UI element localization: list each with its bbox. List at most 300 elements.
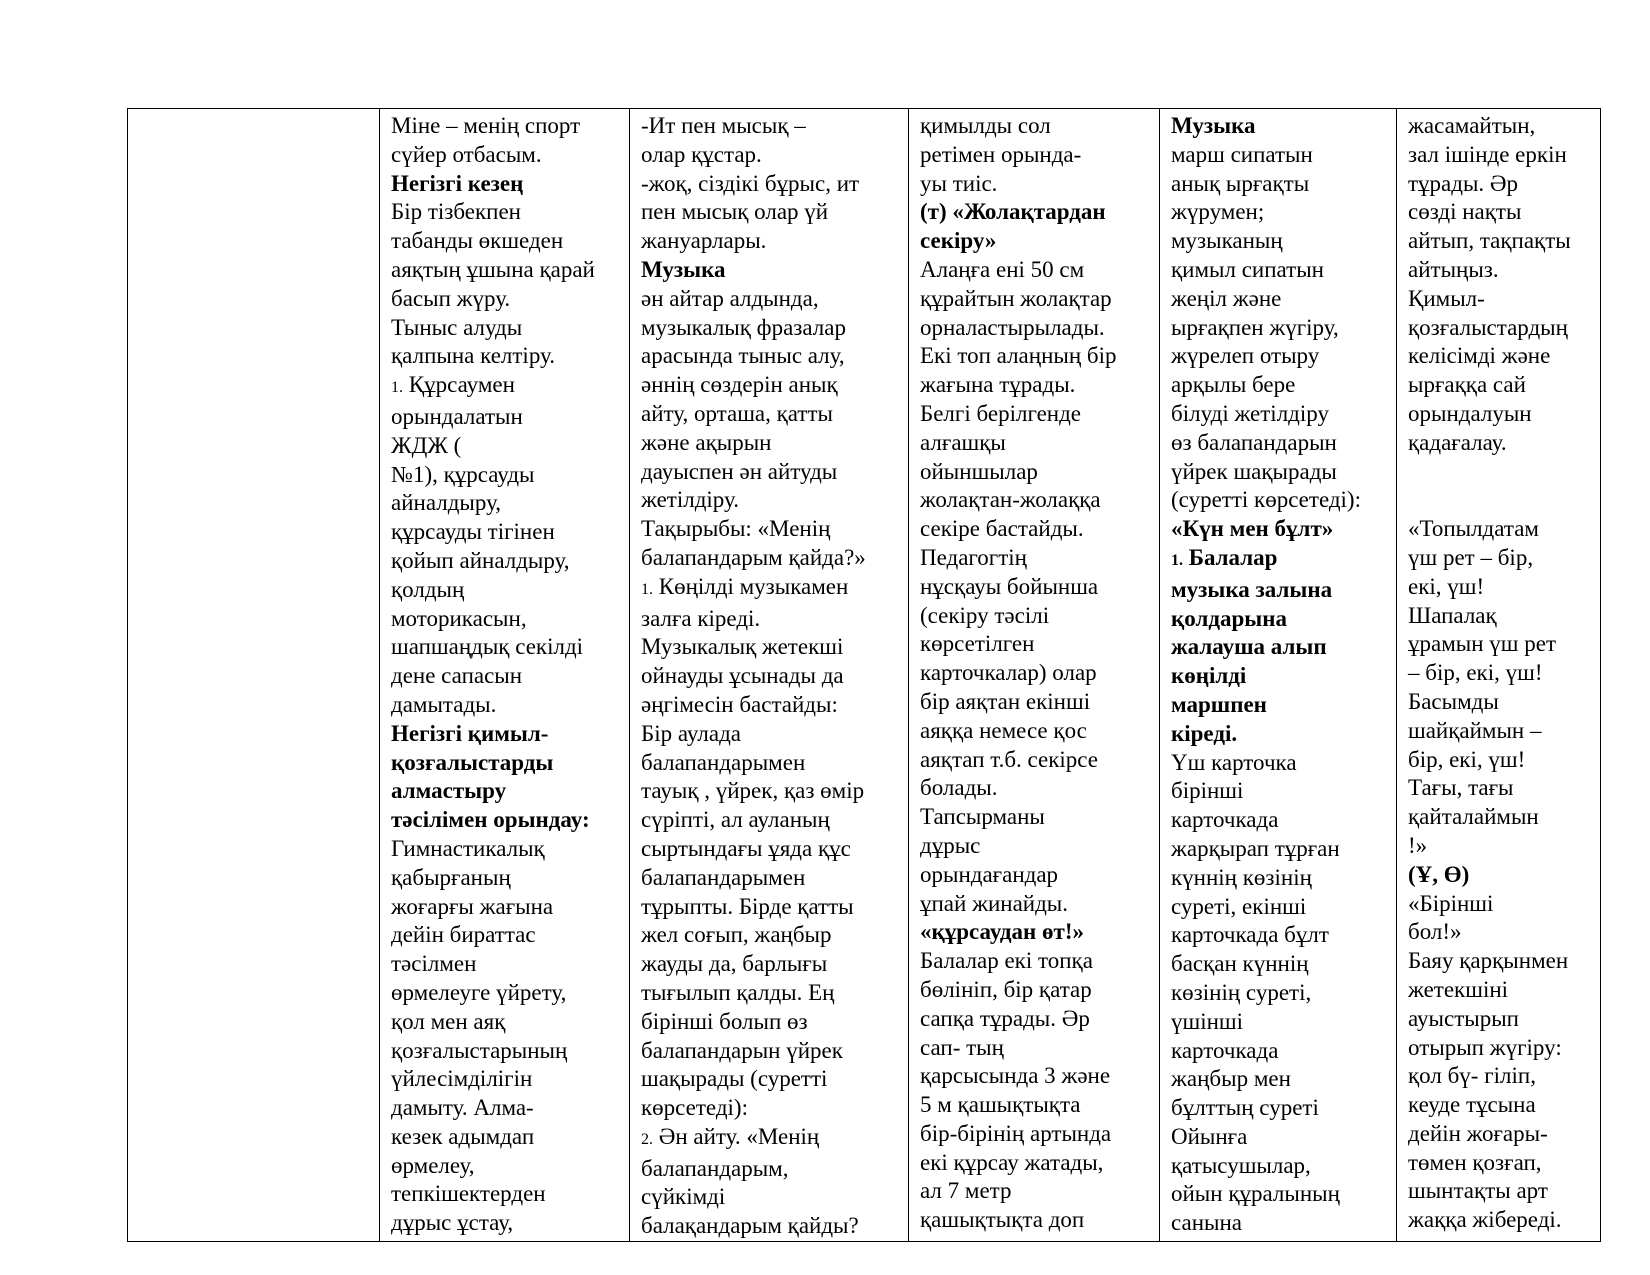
line-text: көзінің суреті, [1171, 979, 1312, 1005]
text-line [1408, 861, 1592, 890]
text-line [920, 400, 1151, 429]
text-line [1171, 777, 1388, 806]
line-text: Шапалақ [1408, 602, 1497, 628]
line-text: отырып жүгіру: [1408, 1034, 1562, 1060]
text-line [1408, 1034, 1592, 1063]
line-text: айтып, тақпақты [1408, 228, 1571, 254]
line-text: сапқа тұрады. Әр [920, 1005, 1090, 1031]
line-text: «Топылдатам [1408, 516, 1539, 542]
line-text: залға кіреді. [641, 605, 761, 631]
text-line [1408, 803, 1592, 832]
text-line [391, 227, 621, 256]
line-text: балапандарым, [641, 1155, 789, 1181]
line-text: жеңіл және [1171, 285, 1282, 311]
line-text: жүрелеп отыру [1171, 343, 1320, 369]
text-line [1171, 314, 1388, 343]
text-line [1408, 832, 1592, 861]
text-line [1408, 1062, 1592, 1091]
text-line [1171, 198, 1388, 227]
text-line [641, 633, 900, 662]
line-text: алмастыру [391, 778, 507, 804]
text-line [1171, 1094, 1388, 1123]
line-text: қозғалыстарының [391, 1037, 568, 1063]
line-text: балапандарым қайда?» [641, 544, 866, 570]
line-text: дұрыс ұстау, [391, 1210, 514, 1236]
line-text: зал ішінде еркін [1408, 141, 1567, 167]
line-text: ойыншылар [920, 458, 1038, 484]
line-text: үйрек шақырады [1171, 458, 1337, 484]
line-text: және ақырын [641, 429, 772, 455]
text-line [920, 486, 1151, 515]
line-text: (секіру тәсілі [920, 602, 1050, 628]
text-line [391, 518, 621, 547]
text-line [641, 342, 900, 371]
text-line [1171, 112, 1388, 141]
line-text: жолақтан-жолаққа [920, 487, 1101, 513]
line-text: музыка залына [1171, 576, 1333, 602]
table-cell-empty [128, 109, 380, 1242]
line-text: әңгімесін бастайды: [641, 691, 838, 717]
line-text: қарсысында 3 және [920, 1063, 1111, 1089]
line-text: Музыка [1171, 113, 1256, 138]
line-text: орындалуын [1408, 400, 1532, 426]
text-line [1408, 170, 1592, 199]
line-text: тепкішектерден [391, 1181, 546, 1207]
text-line [1171, 921, 1388, 950]
line-text: кезек адымдап [391, 1123, 535, 1149]
line-text: жоғарғы жағына [391, 893, 554, 919]
line-text: карточкада [1171, 807, 1279, 833]
line-text: карточкада бұлт [1171, 922, 1329, 948]
text-line [641, 112, 900, 141]
text-line [1171, 1123, 1388, 1152]
table-cell-music-chicks [630, 109, 909, 1242]
text-line [1408, 947, 1592, 976]
text-line [1408, 342, 1592, 371]
line-text: ауыстырып [1408, 1005, 1519, 1031]
line-text: жағына тұрады. [920, 372, 1076, 398]
text-line [391, 432, 621, 461]
text-line [1171, 979, 1388, 1008]
line-text: сүйкімді [641, 1184, 726, 1210]
line-text: бір аяқтан екінші [920, 688, 1091, 714]
line-text: бұлттың суреті [1171, 1095, 1319, 1121]
line-text: Тағы, тағы [1408, 775, 1514, 801]
line-text: өрмелеу, [391, 1152, 475, 1178]
text-line [1408, 458, 1592, 487]
text-line [920, 832, 1151, 861]
text-line [391, 547, 621, 576]
text-line [1408, 227, 1592, 256]
line-text: қолдың [391, 576, 465, 602]
line-text: сүйер отбасым. [391, 141, 542, 167]
text-line [641, 1065, 900, 1094]
text-line [391, 979, 621, 1008]
line-text: құрсауды тігінен [391, 519, 555, 545]
text-line [920, 630, 1151, 659]
line-text: музыканың [1171, 228, 1283, 254]
line-text: Музыка [641, 256, 726, 282]
text-line [641, 950, 900, 979]
line-text: Тақырыбы: «Менің [641, 516, 831, 542]
text-line [391, 691, 621, 720]
line-text: жаққа жібереді. [1408, 1207, 1562, 1233]
text-line [1171, 1008, 1388, 1037]
line-text: ұрамын үш рет [1408, 631, 1556, 657]
line-text: айту, орташа, қатты [641, 400, 833, 426]
table-row [128, 109, 1601, 1242]
line-text: Алаңға ені 50 см [920, 256, 1085, 282]
table-cell-sport-family [380, 109, 630, 1242]
text-line [391, 403, 621, 432]
text-line [391, 835, 621, 864]
text-line [920, 1091, 1151, 1120]
line-text: орындағандар [920, 861, 1059, 887]
text-line [1171, 720, 1388, 749]
line-text: балапандарын үйрек [641, 1037, 843, 1063]
text-line [1408, 314, 1592, 343]
text-line [920, 861, 1151, 890]
line-text: жетілдіру. [641, 487, 739, 513]
text-line [1408, 198, 1592, 227]
text-line [1171, 429, 1388, 458]
text-line [1171, 576, 1388, 605]
text-line [1408, 544, 1592, 573]
line-text: тұрыпты. Бірде қатты [641, 893, 854, 919]
line-text: марш сипатын [1171, 141, 1313, 167]
text-line [920, 947, 1151, 976]
line-text: Бір аулада [641, 720, 741, 746]
line-text: Негізгі қимыл- [391, 720, 549, 746]
line-text: жасамайтын, [1408, 113, 1536, 138]
line-text: аяқтап т.б. секірсе [920, 746, 1098, 772]
line-text: карточкалар) олар [920, 660, 1097, 686]
text-line [391, 112, 621, 141]
line-text: тәсілмен [391, 951, 477, 977]
text-line [920, 112, 1151, 141]
line-text: қойып айналдыру, [391, 547, 570, 573]
text-line [1408, 371, 1592, 400]
text-line [1171, 749, 1388, 778]
text-line [1408, 112, 1592, 141]
line-text: Екі топ алаңның бір [920, 343, 1117, 369]
text-line [920, 890, 1151, 919]
text-line [1171, 342, 1388, 371]
text-line [1171, 170, 1388, 199]
text-line [920, 458, 1151, 487]
line-text: пен мысық олар үй [641, 199, 829, 225]
line-text: бол!» [1408, 919, 1462, 945]
line-text: ЖДЖ ( [391, 432, 462, 458]
text-line [1171, 1152, 1388, 1181]
line-text: Көңілді музыкамен [658, 573, 849, 599]
line-text: Балалар екі топқа [920, 948, 1093, 974]
line-text: жалауша алып [1171, 634, 1327, 660]
text-line [641, 429, 900, 458]
text-line [641, 921, 900, 950]
line-text: аяққа немесе қос [920, 717, 1087, 743]
text-line [641, 691, 900, 720]
line-text: үш рет – бір, [1408, 544, 1534, 570]
text-line [641, 720, 900, 749]
text-line [641, 1094, 900, 1123]
line-text: орындалатын [391, 403, 523, 429]
line-text: қолдарына [1171, 605, 1287, 631]
text-line [391, 461, 621, 490]
text-line [1408, 1149, 1592, 1178]
line-text: -жоқ, сіздікі бұрыс, ит [641, 170, 860, 196]
line-text: ойнауды ұсынады да [641, 663, 844, 689]
line-text: моторикасын, [391, 605, 527, 631]
line-text: Үш карточка [1171, 749, 1297, 775]
text-line [391, 1209, 621, 1238]
line-text: маршпен [1171, 691, 1267, 717]
text-line [920, 429, 1151, 458]
line-text: көңілді [1171, 663, 1247, 689]
text-line [1408, 486, 1592, 515]
text-line [641, 170, 900, 199]
text-line [391, 141, 621, 170]
text-line [391, 170, 621, 199]
text-line [1408, 717, 1592, 746]
text-line [920, 1120, 1151, 1149]
line-text: «Күн мен бұлт» [1171, 516, 1334, 542]
text-line [920, 371, 1151, 400]
line-text: қол бү- гіліп, [1408, 1063, 1536, 1089]
line-text: өрмелеуге үйрету, [391, 979, 567, 1005]
text-line [391, 1123, 621, 1152]
line-text: – бір, екі, үш! [1408, 660, 1543, 686]
line-text: «Бірінші [1408, 890, 1494, 916]
line-text: жарқырап тұрған [1171, 835, 1340, 861]
text-line [391, 342, 621, 371]
line-text: дамытады. [391, 691, 497, 717]
text-line [1171, 633, 1388, 662]
line-text: тығылып қалды. Ең [641, 979, 835, 1005]
line-text: алғашқы [920, 429, 1006, 455]
line-text: Ойынға [1171, 1123, 1248, 1149]
text-line [1171, 141, 1388, 170]
text-line [641, 1155, 900, 1184]
text-line [391, 1037, 621, 1066]
text-line [391, 576, 621, 605]
line-text: үйлесімділігін [391, 1066, 533, 1092]
text-line [641, 893, 900, 922]
line-text: «құрсаудан өт!» [920, 919, 1085, 945]
text-line [641, 285, 900, 314]
text-line [920, 1062, 1151, 1091]
line-text: табанды өкшеден [391, 228, 564, 254]
text-line [641, 749, 900, 778]
line-text: (Ұ, Ө) [1408, 861, 1470, 887]
text-line [1408, 918, 1592, 947]
text-line [920, 1034, 1151, 1063]
text-line [391, 749, 621, 778]
text-line [1171, 1065, 1388, 1094]
line-text: қалпына келтіру. [391, 343, 555, 369]
text-line [920, 573, 1151, 602]
text-line [920, 717, 1151, 746]
line-text: ретімен орында- [920, 141, 1082, 167]
text-line [641, 544, 900, 573]
line-text: дұрыс [920, 832, 981, 858]
text-line [1408, 1005, 1592, 1034]
line-text: Негізгі кезең [391, 170, 524, 196]
line-text: дейін жоғары- [1408, 1120, 1548, 1146]
text-line [1171, 864, 1388, 893]
text-line [1408, 1206, 1592, 1235]
text-line [391, 921, 621, 950]
line-text: бірінші [1171, 778, 1244, 804]
line-text: арқылы бере [1171, 372, 1296, 398]
lesson-plan-table [127, 108, 1601, 1242]
text-line [641, 141, 900, 170]
line-text: тәсілімен орындау: [391, 807, 590, 833]
text-line [1171, 950, 1388, 979]
text-line [1171, 605, 1388, 634]
text-line [920, 602, 1151, 631]
line-text: қимыл сипатын [1171, 256, 1324, 282]
text-line [391, 1180, 621, 1209]
text-line [920, 803, 1151, 832]
text-line [391, 256, 621, 285]
text-line [1408, 1091, 1592, 1120]
line-text: дамыту. Алма- [391, 1095, 534, 1121]
text-line [920, 141, 1151, 170]
line-text: -Ит пен мысық – [641, 113, 806, 138]
text-line [641, 1037, 900, 1066]
text-line [1408, 429, 1592, 458]
line-text: Педагогтің [920, 544, 1027, 570]
line-text: (суретті көрсетеді): [1171, 487, 1361, 513]
list-number: 1. [391, 379, 403, 397]
line-text: балақандарым қайды? [641, 1213, 859, 1239]
text-line [1408, 659, 1592, 688]
text-line [1171, 1037, 1388, 1066]
text-line [391, 893, 621, 922]
text-line [391, 950, 621, 979]
text-line [641, 515, 900, 544]
line-text: Міне – менің спорт [391, 113, 581, 138]
text-line [641, 979, 900, 1008]
line-text: Қимыл- [1408, 285, 1485, 311]
text-line [1408, 602, 1592, 631]
text-line [1171, 1180, 1388, 1209]
line-text: айналдыру, [391, 490, 502, 516]
text-line [1408, 515, 1592, 544]
text-line [391, 314, 621, 343]
text-line [641, 662, 900, 691]
text-line [920, 314, 1151, 343]
text-line [1408, 746, 1592, 775]
text-line [1408, 141, 1592, 170]
table-cell-jump-game [909, 109, 1160, 1242]
line-text: Құрсаумен [408, 372, 515, 398]
line-text: анық ырғақты [1171, 170, 1310, 196]
text-line [641, 314, 900, 343]
line-text: Ән айту. «Менің [658, 1123, 820, 1149]
text-line [1408, 890, 1592, 919]
text-line [920, 198, 1151, 227]
line-text: үшінші [1171, 1008, 1244, 1034]
text-line [641, 864, 900, 893]
text-line [641, 198, 900, 227]
line-text: басқан күннің [1171, 951, 1309, 977]
line-text: Бір тізбекпен [391, 199, 521, 225]
text-line [641, 835, 900, 864]
line-text: Тапсырманы [920, 804, 1045, 830]
list-number: 1. [641, 580, 653, 598]
line-text: арасында тыныс алу, [641, 343, 845, 369]
text-line [920, 774, 1151, 803]
line-text: ырғаққа сай [1408, 372, 1526, 398]
text-line [641, 573, 900, 605]
line-text: өз балапандарын [1171, 429, 1337, 455]
text-line [1171, 227, 1388, 256]
line-text: балапандарымен [641, 864, 806, 890]
line-text: бірінші болып өз [641, 1008, 808, 1034]
line-text: қозғалыстарды [391, 749, 554, 775]
text-line [1171, 544, 1388, 576]
line-text: шақырады (суретті [641, 1066, 828, 1092]
line-text: келісімді және [1408, 343, 1551, 369]
text-line [920, 256, 1151, 285]
line-text: дауыспен ән айтуды [641, 458, 838, 484]
line-text: әннің сөздерін анық [641, 372, 838, 398]
table-cell-sun-cloud [1160, 109, 1397, 1242]
line-text: қашықтықта доп [920, 1207, 1085, 1233]
line-text: екі құрсау жатады, [920, 1149, 1104, 1175]
line-text: Балалар [1188, 544, 1278, 570]
line-text: білуді жетілдіру [1171, 400, 1329, 426]
line-text: қатысушылар, [1171, 1152, 1311, 1178]
text-line [1171, 835, 1388, 864]
line-text: секіре бастайды. [920, 516, 1084, 542]
line-text: ұпай жинайды. [920, 890, 1069, 916]
line-text: айтыңыз. [1408, 256, 1499, 282]
line-text: бір, екі, үш! [1408, 746, 1526, 772]
line-text: қабырғаның [391, 864, 511, 890]
text-line [391, 662, 621, 691]
text-line [641, 777, 900, 806]
text-line [391, 285, 621, 314]
line-text: болады. [920, 775, 998, 801]
line-text: сыртындағы ұяда құс [641, 835, 851, 861]
text-line [1408, 285, 1592, 314]
text-line [1408, 1177, 1592, 1206]
text-line [641, 1008, 900, 1037]
line-text: қимылды сол [920, 113, 1051, 138]
text-line [920, 227, 1151, 256]
text-line [920, 976, 1151, 1005]
text-line [391, 1094, 621, 1123]
line-text: ойын құралының [1171, 1181, 1340, 1207]
text-line [391, 1008, 621, 1037]
line-text: бір-бірінің артында [920, 1120, 1112, 1146]
text-line [920, 1177, 1151, 1206]
text-line [1408, 256, 1592, 285]
line-text: бөлініп, бір қатар [920, 976, 1092, 1002]
text-line [1408, 774, 1592, 803]
line-text: жүрумен; [1171, 199, 1265, 225]
line-text: сөзді нақты [1408, 199, 1522, 225]
line-text: қайталаймын [1408, 804, 1539, 830]
text-line [641, 400, 900, 429]
line-text: карточкада [1171, 1037, 1279, 1063]
text-line [391, 864, 621, 893]
line-text: Музыкалық жетекші [641, 634, 844, 660]
list-number: 2. [641, 1130, 653, 1148]
